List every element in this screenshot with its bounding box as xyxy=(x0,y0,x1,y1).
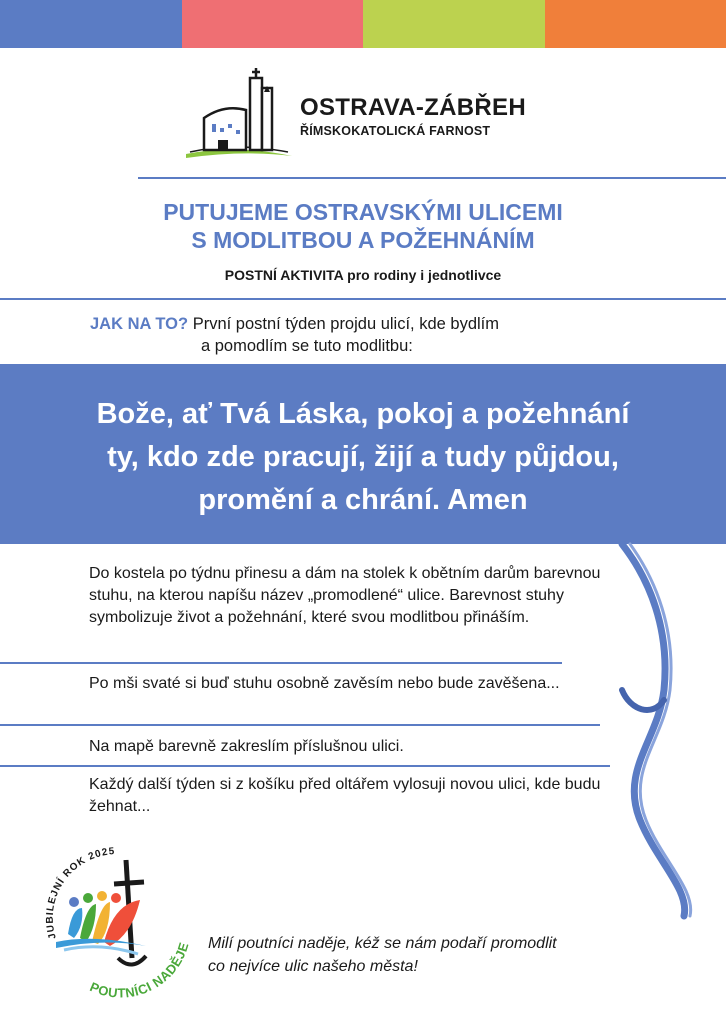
prayer-text xyxy=(0,393,726,522)
prayer-line-2: ty, kdo zde pracují, žijí a tudy půjdou, xyxy=(107,441,619,473)
parish-subtitle: ŘÍMSKOKATOLICKÁ FARNOST xyxy=(300,124,491,138)
step-4: Každý další týden si z košíku před oltářem vylosuji novou ulici, kde budu žehnat... xyxy=(89,776,601,815)
logo-text xyxy=(300,94,526,138)
divider-top xyxy=(138,177,726,179)
howto-section xyxy=(90,313,610,357)
svg-text:POUTNÍCI NADĚJE xyxy=(88,940,192,1000)
step-divider-2 xyxy=(0,724,600,726)
color-segment-red xyxy=(182,0,364,48)
prayer-line-3: promění a chrání. Amen xyxy=(198,484,528,516)
closing-message xyxy=(208,932,648,978)
step-1: Do kostela po týdnu přinesu a dám na stolek k obětním darům barevnou stuhu, na kterou napíšu název „promodlené“ ulice. Barevnost stuhy symbolizuje život a požehnání, které svou modlitbou přináším. xyxy=(89,565,601,626)
closing-line-2: co nejvíce ulic našeho města! xyxy=(208,958,418,975)
step-divider-1 xyxy=(0,662,562,664)
title-line-1: PUTUJEME OSTRAVSKÝMI ULICEMI xyxy=(163,199,563,225)
parish-logo xyxy=(184,66,544,166)
howto-label: JAK NA TO? xyxy=(90,315,189,333)
color-segment-blue xyxy=(0,0,182,48)
color-segment-orange xyxy=(545,0,726,48)
divider-mid xyxy=(0,298,726,300)
step-3: Na mapě barevně zakreslím příslušnou ulici. xyxy=(89,738,404,755)
church-icon xyxy=(184,66,294,166)
top-color-bar xyxy=(0,0,726,48)
page-subtitle: POSTNÍ AKTIVITA pro rodiny i jednotlivce xyxy=(224,267,502,283)
jubilee-logo xyxy=(34,838,204,1008)
title-line-2: S MODLITBOU A POŽEHNÁNÍM xyxy=(191,227,535,253)
closing-line-1: Milí poutníci naděje, kéž se nám podaří promodlit xyxy=(208,935,557,952)
prayer-line-1: Bože, ať Tvá Láska, pokoj a požehnání xyxy=(96,398,630,430)
howto-line-2: a pomodlím se tuto modlitbu: xyxy=(201,337,413,355)
page-title xyxy=(0,198,726,254)
jubilee-arc-bottom: POUTNÍCI NADĚJE xyxy=(87,940,192,1001)
step-2: Po mši svaté si buď stuhu osobně zavěsím nebo bude zavěšena... xyxy=(89,675,560,692)
parish-name: OSTRAVA-ZÁBŘEH xyxy=(300,94,526,121)
color-segment-green xyxy=(363,0,545,48)
jubilee-arc-top: JUBILEJNÍ ROK 2025 xyxy=(44,846,116,941)
jubilee-emblem-icon xyxy=(34,838,204,1008)
howto-line-1: První postní týden projdu ulicí, kde bydlím xyxy=(192,315,500,333)
step-divider-3 xyxy=(0,765,610,767)
